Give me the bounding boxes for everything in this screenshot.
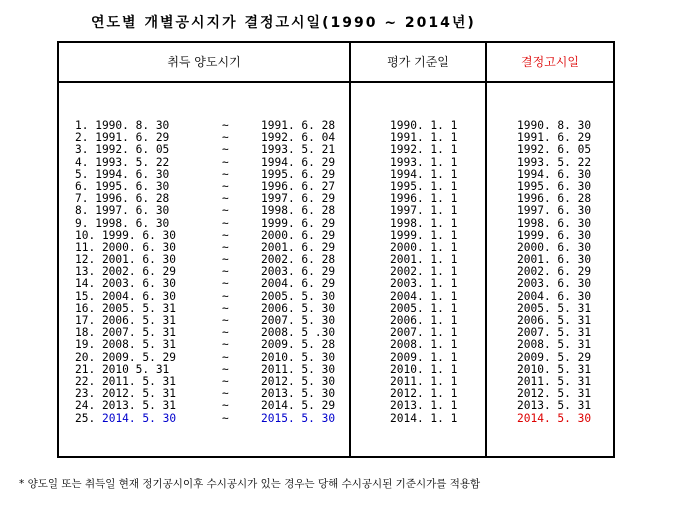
range-separator: ~ <box>222 362 229 376</box>
table-row <box>59 218 613 230</box>
range-separator: ~ <box>222 301 229 315</box>
acquisition-end-date: 2015. 5. 30 <box>261 411 336 425</box>
acquisition-start-date: 13. 2002. 6. 29 <box>75 265 177 279</box>
acquisition-start-date: 10. 1999. 6. 30 <box>75 228 177 242</box>
range-separator: ~ <box>222 314 229 327</box>
table-row <box>59 352 613 364</box>
range-separator: ~ <box>222 179 229 193</box>
range-separator: ~ <box>222 387 229 401</box>
acquisition-start-date: 4. 1993. 5. 22 <box>75 155 170 169</box>
acquisition-start-date: 3. 1992. 6. 05 <box>75 143 170 157</box>
range-separator: ~ <box>222 155 229 169</box>
acquisition-start-date: 11. 2000. 6. 30 <box>75 240 177 254</box>
range-separator: ~ <box>222 228 229 242</box>
range-separator: ~ <box>222 240 229 254</box>
table-body <box>59 120 613 425</box>
announcement-date: 2003. 6. 30 <box>517 277 592 291</box>
range-separator: ~ <box>222 289 229 303</box>
range-separator: ~ <box>222 216 229 230</box>
announcement-date: 1992. 6. 05 <box>517 143 592 157</box>
acquisition-start-date: 16. 2005. 5. 31 <box>75 301 177 315</box>
header-acquisition-period: 취득 양도시기 <box>167 55 241 69</box>
table-row <box>59 157 613 169</box>
range-separator: ~ <box>222 265 229 279</box>
table-row <box>59 291 613 303</box>
acquisition-end-date: 1991. 6. 28 <box>261 119 336 132</box>
valuation-base-date: 1990. 1. 1 <box>390 119 458 132</box>
announcement-date: 2009. 5. 29 <box>517 350 592 364</box>
acquisition-start-date: 5. 1994. 6. 30 <box>75 167 170 181</box>
row-number: 25. <box>75 411 96 425</box>
range-separator: ~ <box>222 374 229 388</box>
range-separator: ~ <box>222 350 229 364</box>
acquisition-end-date: 2014. 5. 29 <box>261 399 336 413</box>
acquisition-end-date: 2005. 5. 30 <box>261 289 336 303</box>
acquisition-end-date: 1999. 6. 29 <box>261 216 336 230</box>
valuation-base-date: 1991. 1. 1 <box>390 131 458 145</box>
announcement-date: 1996. 6. 28 <box>517 192 592 206</box>
valuation-base-date: 1995. 1. 1 <box>390 179 458 193</box>
acquisition-end-date: 2007. 5. 30 <box>261 314 336 327</box>
announcement-date: 1998. 6. 30 <box>517 216 592 230</box>
acquisition-start-date: 14. 2003. 6. 30 <box>75 277 177 291</box>
acquisition-start-date: 8. 1997. 6. 30 <box>75 204 170 218</box>
valuation-base-date: 2004. 1. 1 <box>390 289 458 303</box>
valuation-base-date: 2003. 1. 1 <box>390 277 458 291</box>
range-separator: ~ <box>222 277 229 291</box>
valuation-base-date: 2002. 1. 1 <box>390 265 458 279</box>
acquisition-start-date: 1. 1990. 8. 30 <box>75 119 170 132</box>
acquisition-end-date: 2006. 5. 30 <box>261 301 336 315</box>
header-valuation-base-date: 평가 기준일 <box>387 55 449 69</box>
valuation-base-date: 1992. 1. 1 <box>390 143 458 157</box>
announcement-date: 1995. 6. 30 <box>517 179 592 193</box>
header-divider <box>59 81 613 83</box>
announcement-date: 2005. 5. 31 <box>517 301 592 315</box>
acquisition-end-date: 2011. 5. 30 <box>261 362 336 376</box>
valuation-base-date: 2005. 1. 1 <box>390 301 458 315</box>
valuation-base-date: 2013. 1. 1 <box>390 399 458 413</box>
announcement-date: 2011. 5. 31 <box>517 374 592 388</box>
announcement-date: 1990. 8. 30 <box>517 119 592 132</box>
valuation-base-date: 1997. 1. 1 <box>390 204 458 218</box>
table-row <box>59 339 613 351</box>
announcement-date: 2004. 6. 30 <box>517 289 592 303</box>
range-separator: ~ <box>222 253 229 267</box>
valuation-base-date: 2006. 1. 1 <box>390 314 458 327</box>
announcement-date: 1993. 5. 22 <box>517 155 592 169</box>
announcement-date: 2002. 6. 29 <box>517 265 592 279</box>
announcement-date: 2001. 6. 30 <box>517 253 592 267</box>
acquisition-end-date: 2003. 6. 29 <box>261 265 336 279</box>
table-row <box>59 205 613 217</box>
acquisition-end-date: 1998. 6. 28 <box>261 204 336 218</box>
table-row <box>59 278 613 290</box>
acquisition-start-value: 2014. 5. 30 <box>101 411 177 425</box>
acquisition-end-date: 2000. 6. 29 <box>261 228 336 242</box>
valuation-base-date: 2008. 1. 1 <box>390 338 458 352</box>
header-announcement-date: 결정고시일 <box>521 55 579 69</box>
acquisition-start-date: 15. 2004. 6. 30 <box>75 289 177 303</box>
valuation-base-date: 1998. 1. 1 <box>390 216 458 230</box>
range-separator: ~ <box>222 411 229 425</box>
valuation-base-date: 2009. 1. 1 <box>390 350 458 364</box>
acquisition-end-date: 1993. 5. 21 <box>261 143 336 157</box>
valuation-base-date: 2011. 1. 1 <box>390 374 458 388</box>
range-separator: ~ <box>222 326 229 340</box>
announcement-date: 2014. 5. 30 <box>517 411 592 425</box>
announcement-date: 1994. 6. 30 <box>517 167 592 181</box>
acquisition-start-date: 7. 1996. 6. 28 <box>75 192 170 206</box>
announcement-date: 1999. 6. 30 <box>517 228 592 242</box>
valuation-base-date: 2012. 1. 1 <box>390 387 458 401</box>
acquisition-end-date: 1992. 6. 04 <box>261 131 336 145</box>
acquisition-start-date: 23. 2012. 5. 31 <box>75 387 177 401</box>
announcement-date: 1997. 6. 30 <box>517 204 592 218</box>
valuation-base-date: 2010. 1. 1 <box>390 362 458 376</box>
acquisition-end-date: 1995. 6. 29 <box>261 167 336 181</box>
acquisition-start-date: 22. 2011. 5. 31 <box>75 374 177 388</box>
announcement-table <box>57 41 615 458</box>
acquisition-end-date: 2001. 6. 29 <box>261 240 336 254</box>
acquisition-end-date: 1997. 6. 29 <box>261 192 336 206</box>
acquisition-end-date: 2009. 5. 28 <box>261 338 336 352</box>
announcement-date: 2008. 5. 31 <box>517 338 592 352</box>
announcement-date: 2013. 5. 31 <box>517 399 592 413</box>
range-separator: ~ <box>222 204 229 218</box>
acquisition-end-date: 1996. 6. 27 <box>261 179 336 193</box>
range-separator: ~ <box>222 167 229 181</box>
valuation-base-date: 1996. 1. 1 <box>390 192 458 206</box>
valuation-base-date: 1994. 1. 1 <box>390 167 458 181</box>
range-separator: ~ <box>222 399 229 413</box>
announcement-date: 2010. 5. 31 <box>517 362 592 376</box>
acquisition-start-date: 20. 2009. 5. 29 <box>75 350 177 364</box>
table-row <box>59 144 613 156</box>
valuation-base-date: 1999. 1. 1 <box>390 228 458 242</box>
acquisition-start-date: 17. 2006. 5. 31 <box>75 314 177 327</box>
acquisition-end-date: 2012. 5. 30 <box>261 374 336 388</box>
valuation-base-date: 2007. 1. 1 <box>390 326 458 340</box>
range-separator: ~ <box>222 143 229 157</box>
valuation-base-date: 2001. 1. 1 <box>390 253 458 267</box>
announcement-date: 2006. 5. 31 <box>517 314 592 327</box>
acquisition-start-date: 9. 1998. 6. 30 <box>75 216 170 230</box>
acquisition-end-date: 2008. 5 .30 <box>261 326 336 340</box>
table-row <box>59 413 613 425</box>
acquisition-end-date: 2013. 5. 30 <box>261 387 336 401</box>
acquisition-start-date: 6. 1995. 6. 30 <box>75 179 170 193</box>
announcement-date: 2012. 5. 31 <box>517 387 592 401</box>
acquisition-end-date: 2004. 6. 29 <box>261 277 336 291</box>
range-separator: ~ <box>222 119 229 132</box>
valuation-base-date: 2014. 1. 1 <box>390 411 458 425</box>
range-separator: ~ <box>222 131 229 145</box>
footnote: * 양도일 또는 취득일 현재 정기공시이후 수시공시가 있는 경우는 당해 수시공시된 기준시가를 적용함 <box>19 478 481 490</box>
announcement-date: 1991. 6. 29 <box>517 131 592 145</box>
acquisition-start-date: 12. 2001. 6. 30 <box>75 253 177 267</box>
valuation-base-date: 1993. 1. 1 <box>390 155 458 169</box>
acquisition-start-date: 19. 2008. 5. 31 <box>75 338 177 352</box>
valuation-base-date: 2000. 1. 1 <box>390 240 458 254</box>
range-separator: ~ <box>222 338 229 352</box>
announcement-date: 2007. 5. 31 <box>517 326 592 340</box>
acquisition-start-date: 24. 2013. 5. 31 <box>75 399 177 413</box>
announcement-date: 2000. 6. 30 <box>517 240 592 254</box>
acquisition-end-date: 1994. 6. 29 <box>261 155 336 169</box>
range-separator: ~ <box>222 192 229 206</box>
acquisition-end-date: 2002. 6. 28 <box>261 253 336 267</box>
acquisition-start-date <box>75 413 176 425</box>
acquisition-end-date: 2010. 5. 30 <box>261 350 336 364</box>
acquisition-start-date: 18. 2007. 5. 31 <box>75 326 177 340</box>
page-title: 연도별 개별공시지가 결정고시일(1990 ~ 2014년) <box>91 15 476 31</box>
acquisition-start-date: 21. 2010 5. 31 <box>75 362 170 376</box>
acquisition-start-date: 2. 1991. 6. 29 <box>75 131 170 145</box>
